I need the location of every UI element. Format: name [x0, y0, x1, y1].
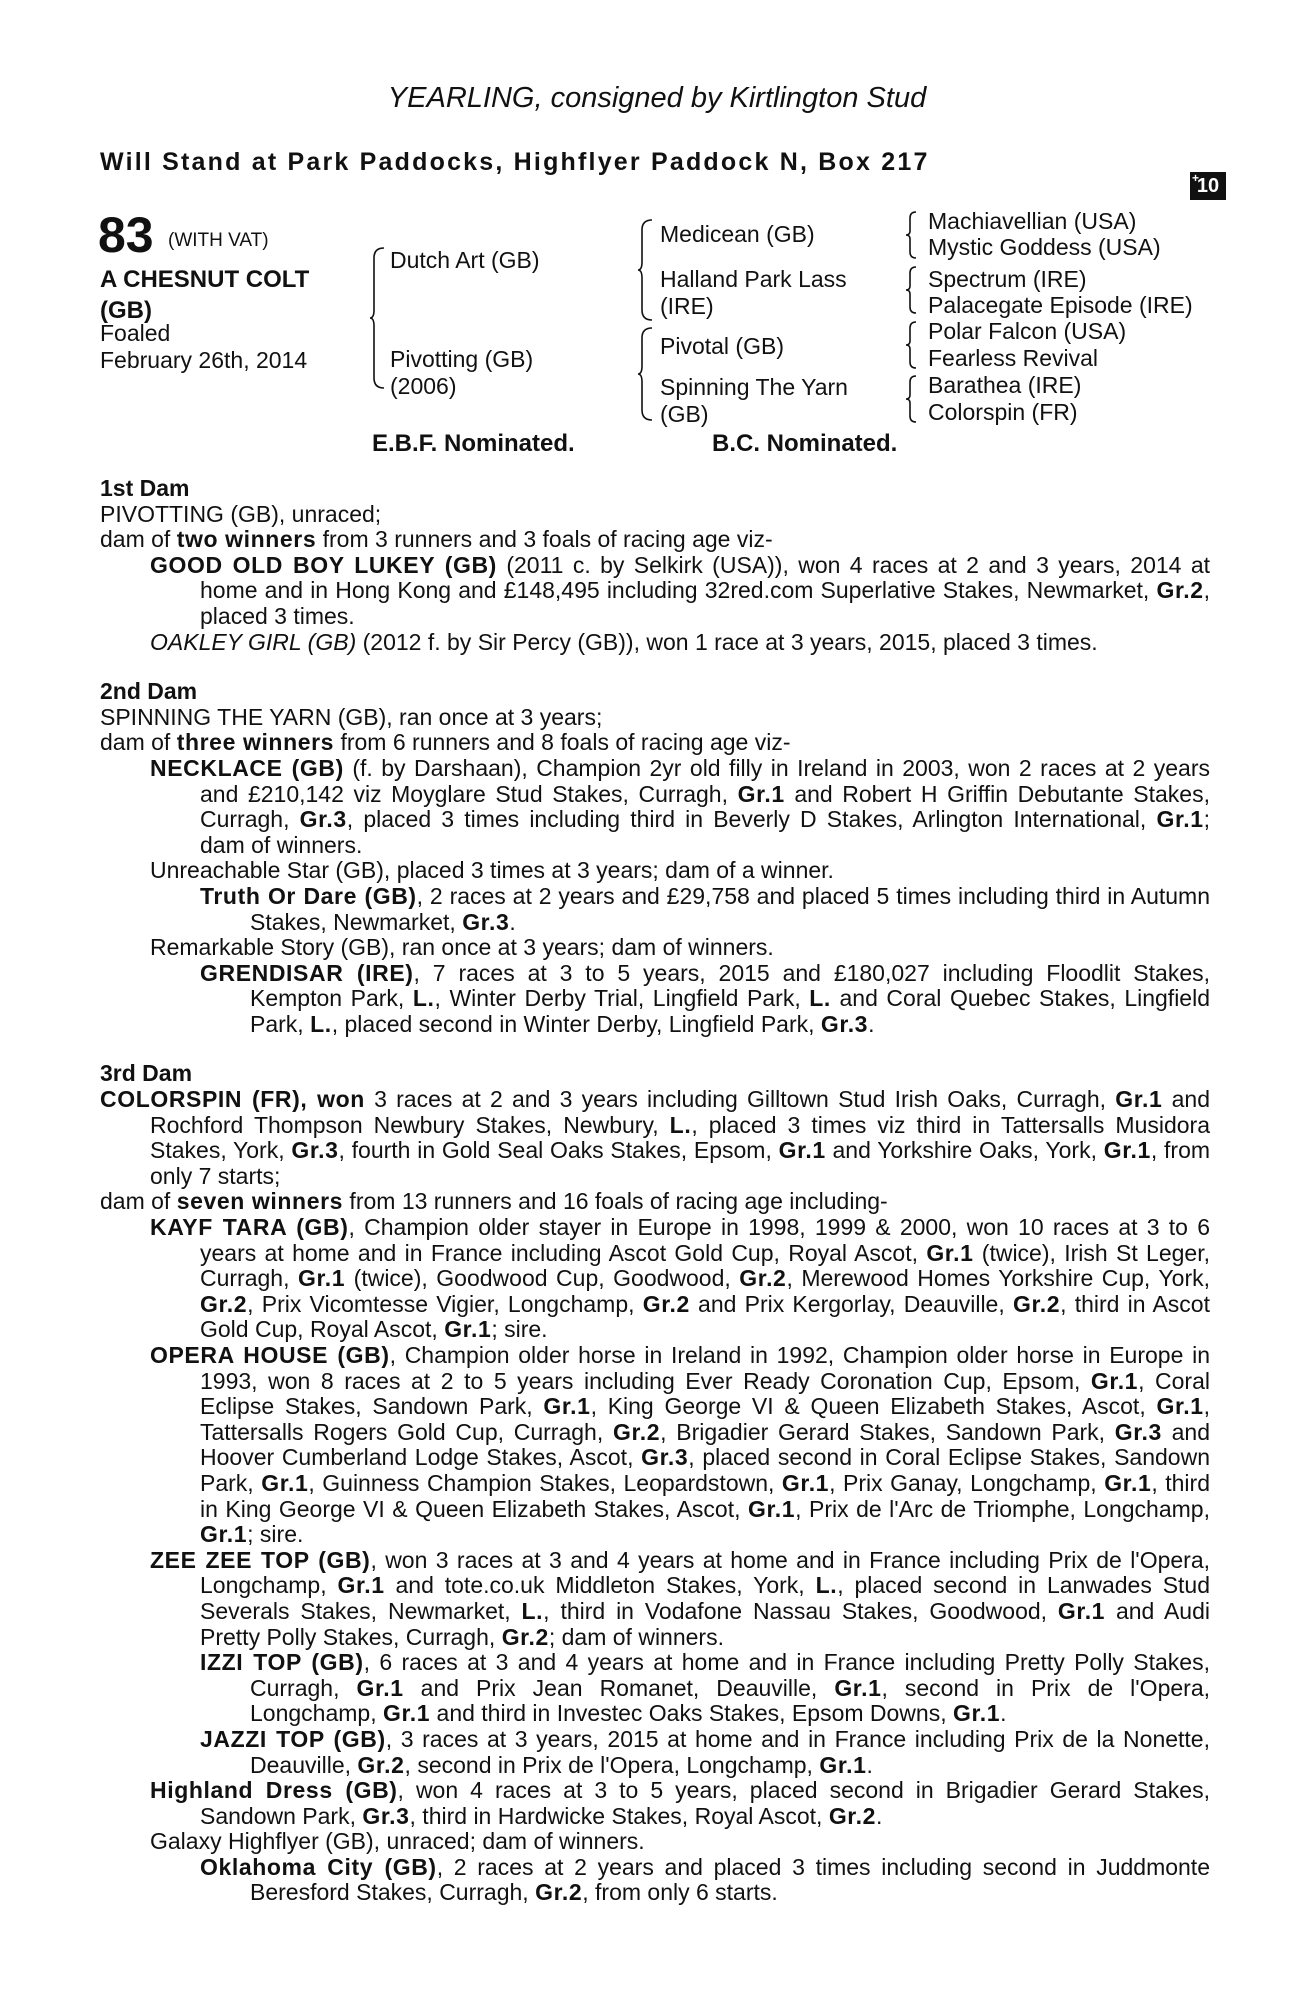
- produce-highland-dress: Highland Dress (GB), won 4 races at 3 to 5 years, placed second in Brigadier Gerard Stakes, Sandown Park, Gr.3, third in Hardwicke Stakes, Royal Ascot, Gr.2.: [150, 1777, 1210, 1829]
- first-dam-line: PIVOTTING (GB), unraced;: [100, 500, 382, 527]
- second-dam-line: SPINNING THE YARN (GB), ran once at 3 years;: [100, 703, 603, 730]
- produce-oklahoma-city: Oklahoma City (GB), 2 races at 2 years and placed 3 times including second in Juddmonte Beresford Stakes, Curragh, Gr.2, from only 6 starts.: [200, 1853, 1210, 1906]
- brace-gen3-4: [906, 376, 920, 422]
- produce-jazzi-top: JAZZI TOP (GB), 3 races at 3 years, 2015 at home and in France including Prix de la Nonette, Deauville, Gr.2, second in Prix de l'Opera, Longchamp, Gr.1.: [200, 1725, 1210, 1778]
- ped-g3-1: Machiavellian (USA): [928, 208, 1137, 234]
- produce-truth-or-dare: Truth Or Dare (GB), 2 races at 2 years and £29,758 and placed 5 times including third in Autumn Stakes, Newmarket, Gr.3.: [200, 882, 1211, 935]
- third-dam-heading: 3rd Dam: [100, 1060, 193, 1087]
- ped-sire-dam-line1: Halland Park Lass: [660, 266, 847, 292]
- brace-gen2-bottom: [638, 328, 658, 420]
- produce-opera-house: OPERA HOUSE (GB), Champion older horse in Ireland in 1992, Champion older horse in Europe in 1993, won 8 races at 2 to 5 years including Ever Ready Coronation Cup, Epsom, Gr.1, Coral Eclipse Stakes, Sandown Park, Gr.1, King George VI & Queen Elizabeth Stakes, Ascot, Gr.1, Tattersalls Rogers Gold Cup, Curragh, Gr.2, Brigadier Gerard Stakes, Sandown Park, Gr.3 and Hoover Cumberland Lodge Stakes, Ascot, Gr.3, placed second in Coral Eclipse Stakes, Sandown Park, Gr.1, Guinness Champion Stakes, Leopardstown, Gr.1, Prix Ganay, Longchamp, Gr.1, third in King George VI & Queen Elizabeth Stakes, Ascot, Gr.1, Prix de l'Arc de Triomphe, Longchamp, Gr.1; sire.: [150, 1342, 1211, 1548]
- second-dam-produce-line: dam of three winners from 6 runners and 8 foals of racing age viz-: [100, 729, 791, 756]
- badge-number: 10: [1196, 175, 1220, 197]
- ped-g3-8: Colorspin (FR): [928, 399, 1078, 425]
- produce-zee-zee-top: ZEE ZEE TOP (GB), won 3 races at 3 and 4 years at home and in France including Prix de l'Opera, Longchamp, Gr.1 and tote.co.uk Middleton Stakes, York, L., placed second in Lanwades Stud Severals Stakes, Newmarket, L., third in Vodafone Nassau Stakes, Goodwood, Gr.1 and Audi Pretty Polly Stakes, Curragh, Gr.2; dam of winners.: [150, 1546, 1211, 1650]
- produce-kayf-tara: KAYF TARA (GB), Champion older stayer in Europe in 1998, 1999 & 2000, won 10 races at 3 to 6 years at home and in France including Ascot Gold Cup, Royal Ascot, Gr.1 (twice), Irish St Leger, Curragh, Gr.1 (twice), Goodwood Cup, Goodwood, Gr.2, Merewood Homes Yorkshire Cup, York, Gr.2, Prix Vicomtesse Vigier, Longchamp, Gr.2 and Prix Kergorlay, Deauville, Gr.2, third in Ascot Gold Cup, Royal Ascot, Gr.1; sire.: [150, 1214, 1210, 1343]
- page-badge: [1190, 172, 1226, 200]
- produce-unreachable-star: Unreachable Star (GB), placed 3 times at 3 years; dam of a winner.: [150, 857, 834, 884]
- ped-g3-7: Barathea (IRE): [928, 372, 1082, 398]
- brace-gen3-3: [906, 322, 920, 368]
- brace-gen1: [370, 248, 390, 388]
- third-dam-colorspin: COLORSPIN (FR), won 3 races at 2 and 3 years including Gilltown Stud Irish Oaks, Curragh, Gr.1 and Rochford Thompson Newbury Stakes, Newbury, L., placed 3 times viz third in Tattersalls Musidora Stakes, York, Gr.3, fourth in Gold Seal Oaks Stakes, Epsom, Gr.1 and Yorkshire Oaks, York, Gr.1, from only 7 starts;: [100, 1086, 1211, 1189]
- produce-grendisar: GRENDISAR (IRE), 7 races at 3 to 5 years, 2015 and £180,027 including Floodlit Stakes, Kempton Park, L., Winter Derby Trial, Lingfield Park, L. and Coral Quebec Stakes, Lingfield Park, L., placed second in Winter Derby, Lingfield Park, Gr.3.: [200, 959, 1210, 1037]
- second-dam-heading: 2nd Dam: [100, 678, 198, 705]
- ped-dam-sire: Pivotal (GB): [660, 333, 784, 359]
- ped-g3-6: Fearless Revival: [928, 345, 1098, 371]
- ped-sire-dam-line2: (IRE): [660, 293, 714, 319]
- brace-gen3-2: [906, 267, 920, 313]
- lot-name-line1: A CHESNUT COLT: [100, 266, 310, 293]
- produce-remarkable-story: Remarkable Story (GB), ran once at 3 years; dam of winners.: [150, 934, 774, 961]
- produce-galaxy-highflyer: Galaxy Highflyer (GB), unraced; dam of winners.: [150, 1828, 645, 1855]
- ped-dam-line1: Pivotting (GB): [390, 346, 534, 372]
- pedigree-notes: [100, 476, 1210, 1906]
- page-title: YEARLING, consigned by Kirtlington Stud: [387, 82, 927, 114]
- stand-location: Will Stand at Park Paddocks, Highflyer Paddock N, Box 217: [100, 148, 930, 176]
- ped-dam-dam-line2: (GB): [660, 401, 709, 427]
- ped-g3-2: Mystic Goddess (USA): [928, 234, 1161, 260]
- lot-name: [100, 264, 309, 326]
- lot-foaled: [100, 320, 307, 374]
- produce-oakley-girl: OAKLEY GIRL (GB) (2012 f. by Sir Percy (GB)), won 1 race at 3 years, 2015, placed 3 times.: [150, 628, 1098, 655]
- lot-name-line2: (GB): [100, 297, 152, 324]
- ped-g3-4: Palacegate Episode (IRE): [928, 292, 1193, 318]
- first-dam-heading: 1st Dam: [100, 475, 190, 501]
- bc-nominated: B.C. Nominated.: [712, 430, 898, 457]
- foaled-date: February 26th, 2014: [100, 347, 308, 373]
- first-dam-produce-line: dam of two winners from 3 runners and 3 foals of racing age viz-: [100, 526, 773, 553]
- ped-dam: [390, 346, 533, 400]
- ped-sire: Dutch Art (GB): [390, 247, 540, 273]
- ped-dam-dam-line1: Spinning The Yarn: [660, 374, 848, 400]
- lot-vat: (WITH VAT): [168, 230, 269, 251]
- ped-sire-sire: Medicean (GB): [660, 221, 815, 247]
- ebf-nominated: E.B.F. Nominated.: [372, 430, 575, 457]
- ped-g3-5: Polar Falcon (USA): [928, 318, 1127, 344]
- ped-g3-3: Spectrum (IRE): [928, 266, 1087, 292]
- ped-sire-dam: [660, 266, 847, 320]
- third-dam-produce-line: dam of seven winners from 13 runners and 16 foals of racing age including-: [100, 1188, 888, 1215]
- brace-gen2-top: [638, 220, 658, 320]
- produce-izzi-top: IZZI TOP (GB), 6 races at 3 and 4 years at home and in France including Pretty Polly Stakes, Curragh, Gr.1 and Prix Jean Romanet, Deauville, Gr.1, second in Prix de l'Opera, Longchamp, Gr.1 and third in Investec Oaks Stakes, Epsom Downs, Gr.1.: [200, 1649, 1210, 1727]
- ped-dam-line2: (2006): [390, 373, 457, 399]
- foaled-label: Foaled: [100, 320, 171, 346]
- produce-good-old-boy-lukey: GOOD OLD BOY LUKEY (GB) (2011 c. by Selkirk (USA)), won 4 races at 2 and 3 years, 2014 at home and in Hong Kong and £148,495 including 32red.com Superlative Stakes, Newmarket, Gr.2, placed 3 times.: [150, 551, 1211, 629]
- produce-necklace: NECKLACE (GB) (f. by Darshaan), Champion 2yr old filly in Ireland in 2003, won 2 races at 2 years and £210,142 viz Moyglare Stud Stakes, Curragh, Gr.1 and Robert H Griffin Debutante Stakes, Curragh, Gr.3, placed 3 times including third in Beverly D Stakes, Arlington International, Gr.1; dam of winners.: [150, 754, 1211, 858]
- lot-number: 83: [98, 207, 154, 263]
- ped-dam-dam: [660, 374, 848, 428]
- brace-gen3-1: [906, 212, 920, 258]
- badge-plus: +: [1192, 171, 1200, 185]
